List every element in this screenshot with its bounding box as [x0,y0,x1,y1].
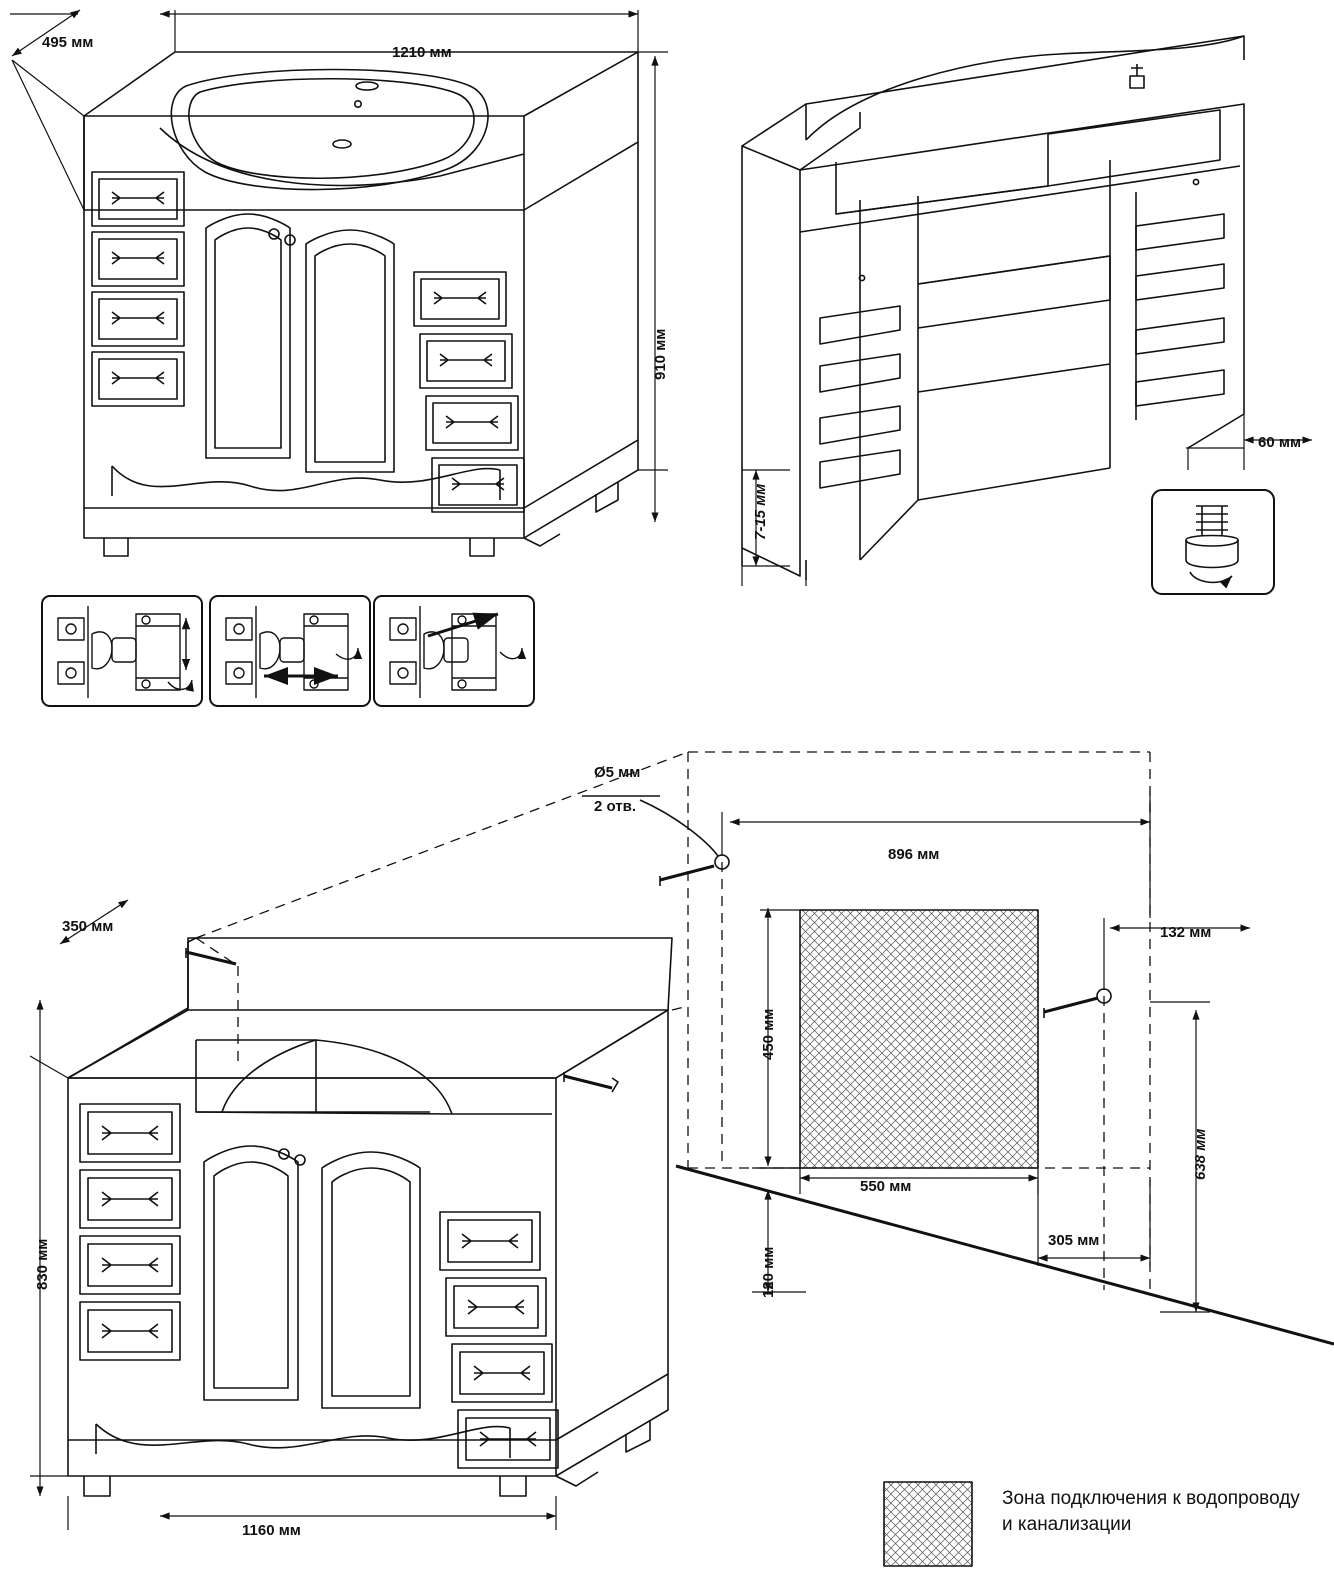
dim-896: 896 мм [888,846,940,863]
dim-width-1160: 1160 мм [242,1522,301,1539]
dim-depth-350: 350 мм [62,918,114,935]
dim-height-830: 830 мм [34,1238,51,1290]
dim-height-910: 910 мм [652,328,669,380]
dim-depth-495: 495 мм [42,34,94,51]
callout-hole-diameter: Ø5 мм [594,764,641,781]
dim-450: 450 мм [760,1008,777,1060]
dim-550: 550 мм [860,1178,912,1195]
legend-label: Зона подключения к водопроводу и канализации [1002,1488,1300,1535]
dim-305: 305 мм [1048,1232,1100,1249]
dim-width-1210: 1210 мм [392,44,452,61]
dim-132: 132 мм [1160,924,1212,941]
dim-panel-60: 60 мм [1258,434,1302,451]
dim-leg-adjust: 7-15 мм [752,483,769,540]
dim-638: 638 мм [1192,1128,1209,1180]
dim-120: 120 мм [760,1246,777,1298]
callout-hole-count: 2 отв. [594,798,637,815]
